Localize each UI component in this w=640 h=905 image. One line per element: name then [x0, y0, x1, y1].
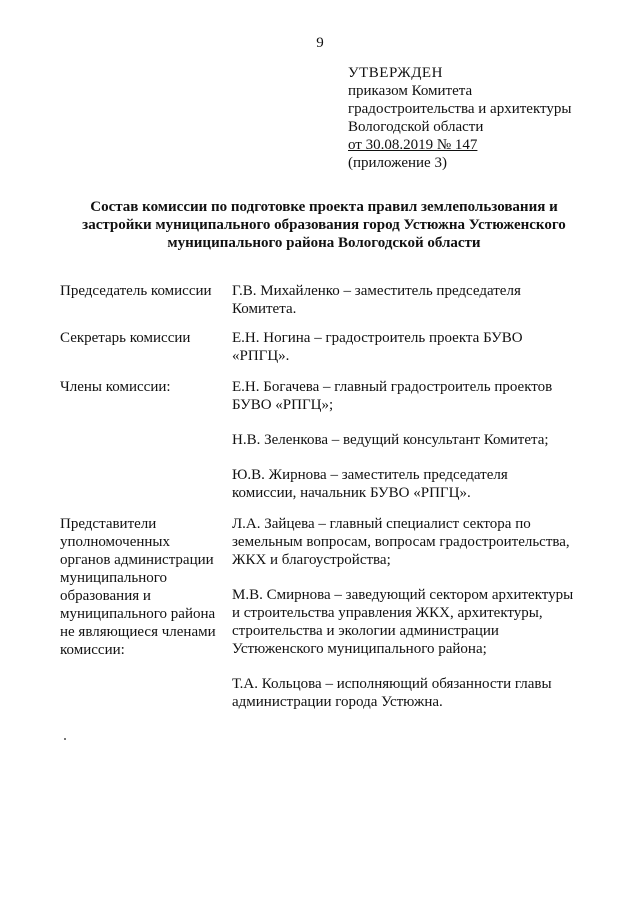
- role-line: муниципального района: [60, 606, 216, 622]
- approval-line: приказом Комитета: [348, 83, 473, 99]
- approval-line: Вологодской области: [348, 119, 484, 135]
- member-line: Е.Н. Ногина – градостроитель проекта БУВО: [232, 330, 523, 346]
- role-line: Представители: [60, 516, 157, 532]
- member-line: Е.Н. Богачева – главный градостроитель проектов: [232, 379, 553, 395]
- member-line: Г.В. Михайленко – заместитель председателя: [232, 283, 521, 299]
- approval-appendix: (приложение 3): [348, 155, 447, 171]
- role-label: [60, 515, 225, 659]
- member-line: земельным вопросам, вопросам градостроительства,: [232, 534, 570, 550]
- role-label: [60, 282, 225, 300]
- approval-date: от 30.08.2019 № 147: [348, 137, 478, 153]
- member-entry: [232, 515, 620, 569]
- document-title: [60, 198, 588, 252]
- page-number: 9: [316, 35, 324, 51]
- member-line: и строительства управления ЖКХ, архитектуры,: [232, 605, 543, 621]
- title-line: Состав комиссии по подготовке проекта правил землепользования и: [90, 199, 558, 215]
- approval-line: градостроительства и архитектуры: [348, 101, 572, 117]
- member-line: Комитета.: [232, 301, 297, 317]
- member-entry: [232, 586, 620, 658]
- role-label: [60, 329, 225, 347]
- members-list: [232, 282, 620, 335]
- role-label: [60, 378, 225, 396]
- role-line: комиссии:: [60, 642, 125, 658]
- member-line: Т.А. Кольцова – исполняющий обязанности главы: [232, 676, 552, 692]
- member-entry: [232, 466, 620, 502]
- role-line: Члены комиссии:: [60, 379, 171, 395]
- member-line: ЖКХ и благоустройства;: [232, 552, 391, 568]
- member-entry: [232, 282, 620, 318]
- title-line: застройки муниципального образования город Устюжна Устюженского: [82, 217, 566, 233]
- title-line: муниципального района Вологодской области: [167, 235, 481, 251]
- members-list: [232, 515, 620, 728]
- role-line: уполномоченных: [60, 534, 170, 550]
- scan-speck: [64, 738, 66, 740]
- member-line: «РПГЦ».: [232, 348, 290, 364]
- member-line: Ю.В. Жирнова – заместитель председателя: [232, 467, 508, 483]
- members-list: [232, 329, 620, 382]
- role-line: органов администрации: [60, 552, 214, 568]
- member-entry: [232, 431, 620, 449]
- role-line: муниципального: [60, 570, 168, 586]
- approval-stamp: [348, 64, 628, 172]
- role-line: Секретарь комиссии: [60, 330, 191, 346]
- role-line: не являющиеся членами: [60, 624, 216, 640]
- member-line: Устюженского муниципального района;: [232, 641, 487, 657]
- approval-title: УТВЕРЖДЕН: [348, 65, 443, 81]
- members-list: [232, 378, 620, 519]
- member-entry: [232, 378, 620, 414]
- member-line: администрации города Устюжна.: [232, 694, 443, 710]
- member-entry: [232, 329, 620, 365]
- member-line: М.В. Смирнова – заведующий сектором архитектуры: [232, 587, 574, 603]
- role-line: образования и: [60, 588, 151, 604]
- member-line: Л.А. Зайцева – главный специалист сектора по: [232, 516, 531, 532]
- member-line: комиссии, начальник БУВО «РПГЦ».: [232, 485, 471, 501]
- role-line: Председатель комиссии: [60, 283, 212, 299]
- member-line: строительства и экологии администрации: [232, 623, 499, 639]
- member-line: БУВО «РПГЦ»;: [232, 397, 334, 413]
- member-entry: [232, 675, 620, 711]
- member-line: Н.В. Зеленкова – ведущий консультант Комитета;: [232, 432, 549, 448]
